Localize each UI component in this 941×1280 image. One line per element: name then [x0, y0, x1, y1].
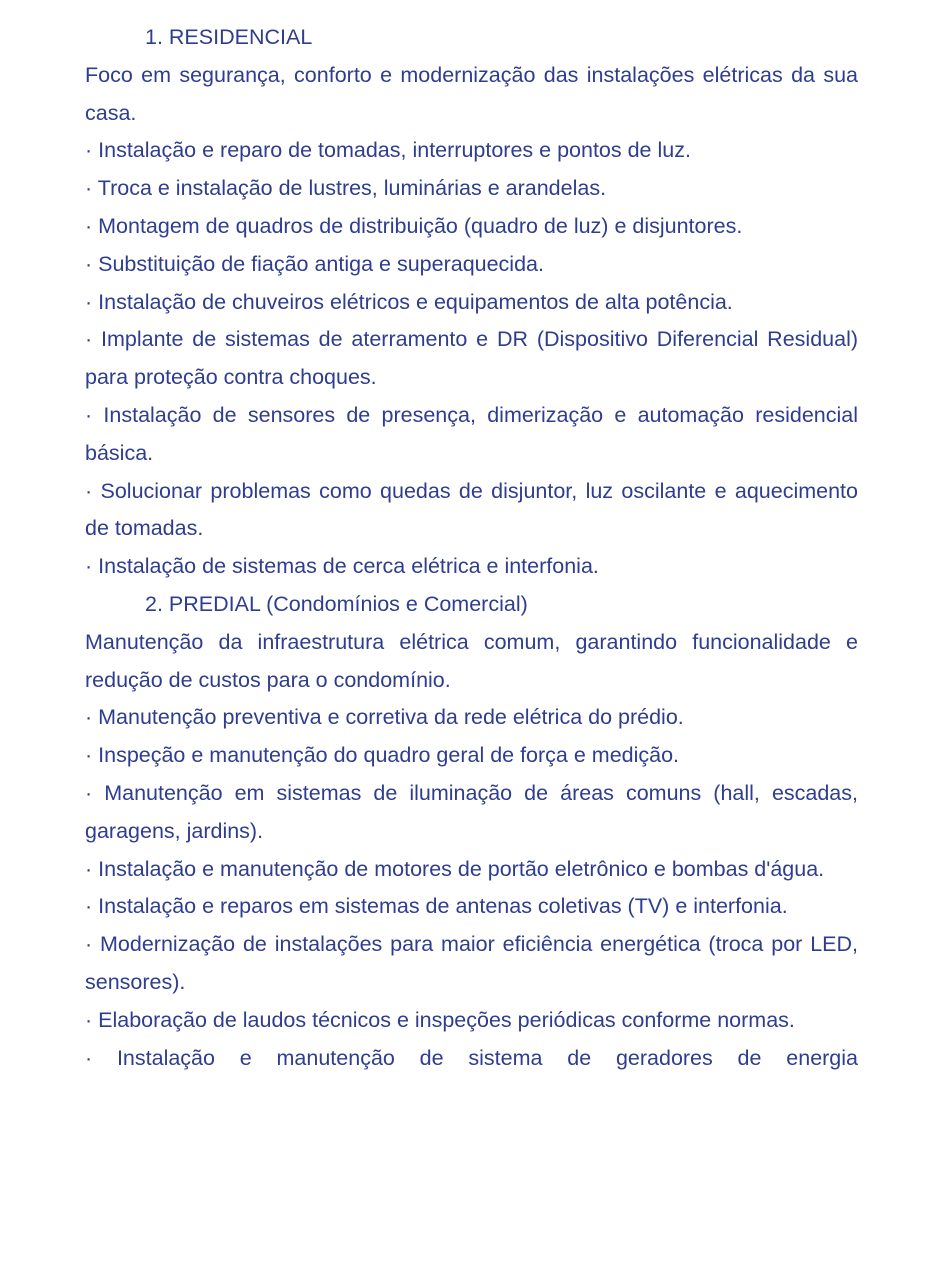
section-heading: 2. PREDIAL (Condomínios e Comercial)	[145, 591, 528, 616]
list-item: · Implante de sistemas de aterramento e DR (Dispositivo Diferencial Residual) para proteção contra choques.	[85, 327, 858, 390]
list-item: · Manutenção em sistemas de iluminação de áreas comuns (hall, escadas, garagens, jardins).	[85, 780, 858, 843]
list-item: · Instalação de sensores de presença, dimerização e automação residencial básica.	[85, 402, 858, 465]
list-item: · Instalação de sistemas de cerca elétrica e interfonia.	[85, 554, 599, 579]
section-heading: 1. RESIDENCIAL	[145, 25, 313, 49]
list-item: · Modernização de instalações para maior eficiência energética (troca por LED, sensores).	[85, 932, 858, 994]
list-item: · Montagem de quadros de distribuição (quadro de luz) e disjuntores.	[85, 213, 743, 238]
list-item: · Manutenção preventiva e corretiva da rede elétrica do prédio.	[85, 705, 684, 730]
list-item: · Inspeção e manutenção do quadro geral de força e medição.	[85, 743, 680, 768]
list-item: · Instalação e reparo de tomadas, interruptores e pontos de luz.	[85, 138, 691, 163]
list-item: · Instalação de chuveiros elétricos e equipamentos de alta potência.	[85, 289, 733, 314]
list-item: · Substituição de fiação antiga e superaquecida.	[85, 251, 544, 276]
section-intro: Foco em segurança, conforto e modernização das instalações elétricas da sua casa.	[85, 62, 858, 125]
document-page	[85, 19, 858, 1077]
section-predial	[85, 586, 858, 1077]
list-item: · Instalação e manutenção de motores de portão eletrônico e bombas d'água.	[85, 856, 825, 881]
list-item: · Elaboração de laudos técnicos e inspeções periódicas conforme normas.	[85, 1007, 795, 1032]
list-item: · Solucionar problemas como quedas de disjuntor, luz oscilante e aquecimento de tomadas.	[85, 478, 858, 541]
list-item: · Instalação e reparos em sistemas de antenas coletivas (TV) e interfonia.	[85, 894, 788, 919]
section-intro: Manutenção da infraestrutura elétrica comum, garantindo funcionalidade e redução de custos para o condomínio.	[85, 629, 858, 692]
list-item: · Instalação e manutenção de sistema de geradores de energia	[85, 1045, 858, 1070]
section-residencial	[85, 19, 858, 586]
list-item: · Troca e instalação de lustres, luminárias e arandelas.	[85, 176, 607, 201]
